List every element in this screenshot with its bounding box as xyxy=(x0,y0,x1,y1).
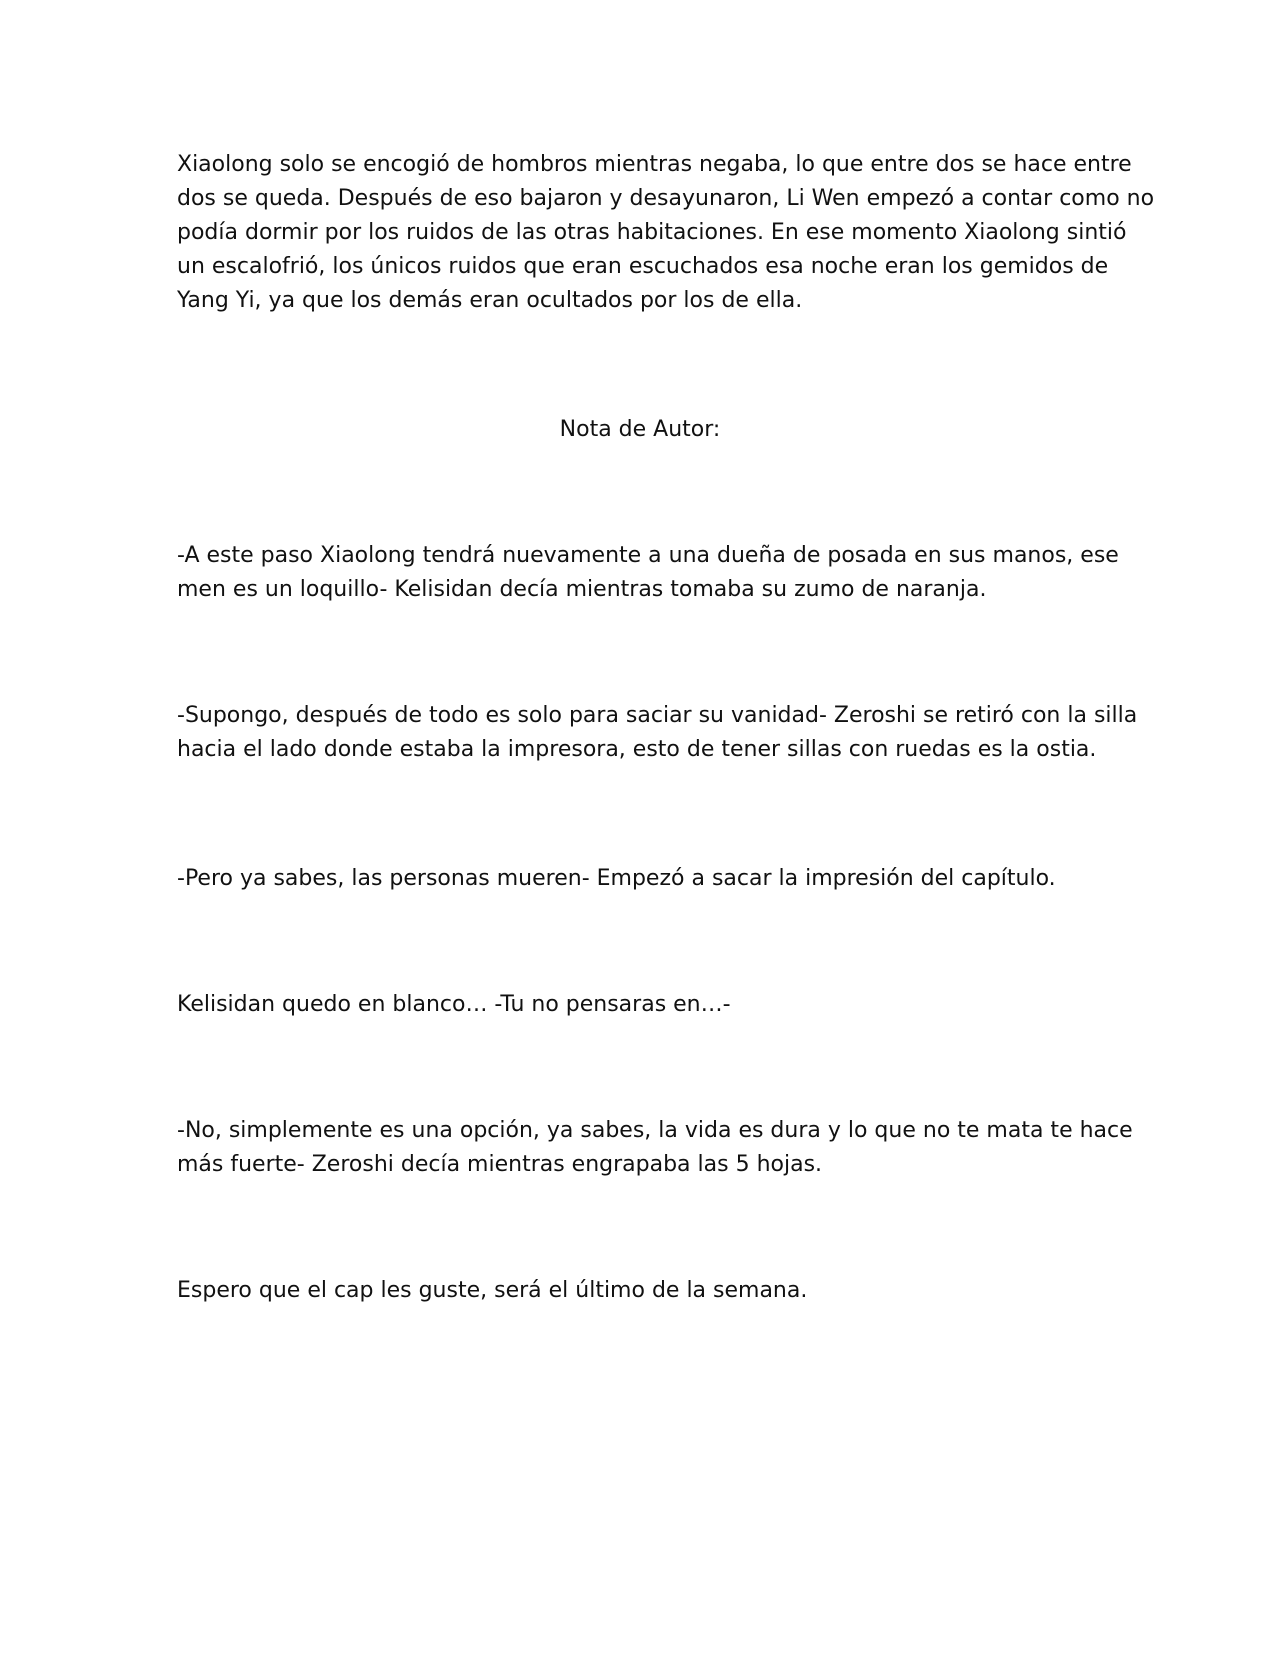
dialogue-zeroshi xyxy=(177,699,1138,767)
text-line: hacia el lado donde estaba la impresora, esto de tener sillas con ruedas es la ostia. xyxy=(177,737,1097,762)
text-line: Yang Yi, ya que los demás eran ocultados por los de ella. xyxy=(177,288,803,313)
text-line: -A este paso Xiaolong tendrá nuevamente a una dueña de posada en sus manos, ese xyxy=(177,543,1119,568)
text-line: men es un loquillo- Kelisidan decía mientras tomaba su zumo de naranja. xyxy=(177,577,987,602)
dialogue-opcion xyxy=(177,1114,1133,1182)
text-line: -Pero ya sabes, las personas mueren- Empezó a sacar la impresión del capítulo. xyxy=(177,866,1056,891)
closing-remark xyxy=(177,1274,1117,1308)
author-note-heading: Nota de Autor: xyxy=(559,417,721,442)
text-line: dos se queda. Después de eso bajaron y desayunaron, Li Wen empezó a contar como no xyxy=(177,186,1155,211)
text-line: -Supongo, después de todo es solo para saciar su vanidad- Zeroshi se retiró con la silla xyxy=(177,703,1138,728)
text-line: Xiaolong solo se encogió de hombros mientras negaba, lo que entre dos se hace entre xyxy=(177,152,1132,177)
text-line: Kelisidan quedo en blanco… -Tu no pensaras en…- xyxy=(177,992,731,1017)
paragraph-breakfast xyxy=(177,148,1155,318)
text-line: podía dormir por los ruidos de las otras habitaciones. En ese momento Xiaolong sintió xyxy=(177,220,1127,245)
text-line: -No, simplemente es una opción, ya sabes, la vida es dura y lo que no te mata te hace xyxy=(177,1118,1133,1143)
dialogue-kelisidan xyxy=(177,539,1117,607)
text-line: un escalofrió, los únicos ruidos que eran escuchados esa noche eran los gemidos de xyxy=(177,254,1109,279)
dialogue-personas-mueren xyxy=(177,862,1117,896)
dialogue-en-blanco xyxy=(177,988,1117,1022)
text-line: más fuerte- Zeroshi decía mientras engrapaba las 5 hojas. xyxy=(177,1152,823,1177)
text-line: Espero que el cap les guste, será el último de la semana. xyxy=(177,1278,808,1303)
